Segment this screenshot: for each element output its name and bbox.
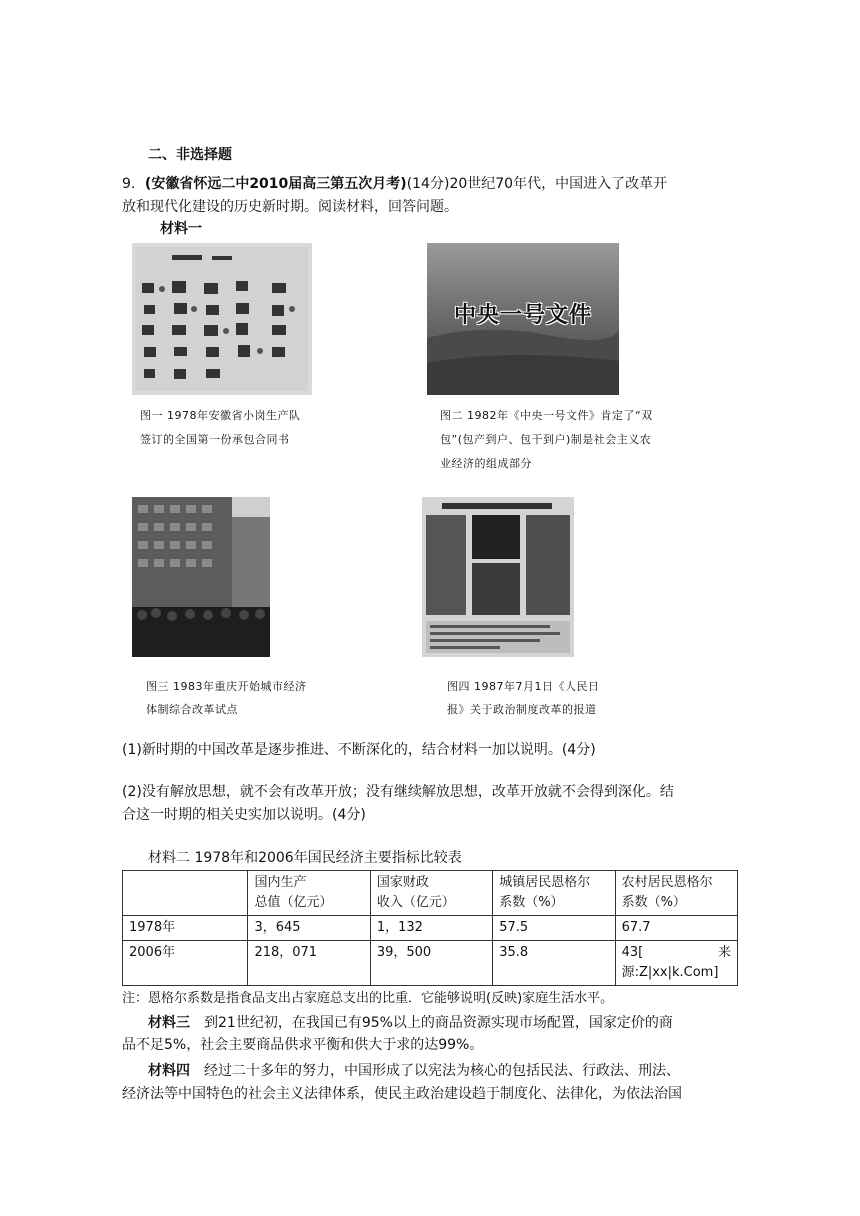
question-source: (安徽省怀远二中2010届高三第五次月考) (144, 176, 407, 192)
table-cell: 1978年 (123, 916, 248, 941)
economic-indicators-table (122, 870, 738, 986)
table-note: 注：恩格尔系数是指食品支出占家庭总支出的比重．它能够说明(反映)家庭生活水平。 (122, 991, 614, 1006)
question-intro: 20世纪70年代，中国进入了改革开 (449, 176, 668, 192)
material2-title: 材料二 1978年和2006年国民经济主要指标比较表 (148, 850, 462, 866)
table-cell: 2006年 (123, 941, 248, 986)
material1-label: 材料一 (160, 221, 202, 237)
table-cell: 218，071 (248, 941, 370, 986)
material3-line1: 材料三 到21世纪初，在我国已有95%以上的商品资源实现市场配置，国家定价的商 (148, 1015, 673, 1031)
header-cell-gdp: 国内生产 总值（亿元） (248, 871, 370, 916)
table-row (123, 916, 738, 941)
fig2-caption-line1: 图二 1982年《中央一号文件》肯定了“双 (440, 409, 653, 422)
sub-question-2-line2: 合这一时期的相关史实加以说明。(4分) (122, 807, 366, 823)
fig1-caption-line1: 图一 1978年安徽省小岗生产队 (140, 409, 301, 422)
section-heading: 二、非选择题 (148, 147, 232, 163)
fig3-caption-line1: 图三 1983年重庆开始城市经济 (146, 680, 307, 693)
material3-line2: 品不足5%，社会主要商品供求平衡和供大于求的达99%。 (122, 1037, 484, 1053)
document-no1-photo (427, 243, 619, 395)
question-number: 9． (122, 176, 145, 192)
table-header-row (123, 871, 738, 916)
fig2-caption-line2: 包”(包产到户、包干到户)制是社会主义农 (440, 433, 652, 446)
newspaper-image (422, 497, 574, 657)
table-cell: 1，132 (370, 916, 492, 941)
question-intro-line2: 放和现代化建设的历史新时期。阅读材料，回答问题。 (122, 199, 458, 215)
question-intro-line1 (122, 175, 667, 193)
fig1-caption-line2: 签订的全国第一份承包合同书 (140, 433, 290, 446)
contract-photo (132, 243, 312, 395)
header-cell-urban-engel: 城镇居民恩格尔 系数（%） (493, 871, 615, 916)
material4-line2: 经济法等中国特色的社会主义法律体系，使民主政治建设趋于制度化、法律化，为依法治国 (122, 1086, 682, 1102)
table-cell: 67.7 (615, 916, 737, 941)
fig4-caption-line2: 报》关于政治制度改革的报道 (447, 703, 597, 716)
table-cell: 39，500 (370, 941, 492, 986)
question-score: (14分) (406, 176, 450, 192)
table-cell: 35.8 (493, 941, 615, 986)
table-cell: 3，645 (248, 916, 370, 941)
header-cell (123, 871, 248, 916)
material3-label: 材料三 (148, 1015, 190, 1031)
city-street-image (132, 497, 270, 657)
peoples-daily-photo (422, 497, 574, 657)
chongqing-photo (132, 497, 270, 657)
header-cell-revenue: 国家财政 收入（亿元） (370, 871, 492, 916)
table-cell: 57.5 (493, 916, 615, 941)
sub-question-1: (1)新时期的中国改革是逐步推进、不断深化的，结合材料一加以说明。(4分) (122, 742, 596, 758)
sub-question-2-line1: (2)没有解放思想，就不会有改革开放；没有继续解放思想，改革开放就不会得到深化。结 (122, 784, 674, 800)
material4-line1: 材料四 经过二十多年的努力，中国形成了以宪法为核心的包括民法、行政法、刑法、 (148, 1063, 680, 1079)
contract-image (132, 243, 312, 395)
header-cell-rural-engel: 农村居民恩格尔 系数（%） (615, 871, 737, 916)
fig3-caption-line2: 体制综合改革试点 (146, 703, 238, 716)
document-banner-text: 中央一号文件 (453, 303, 592, 328)
fig2-caption-line3: 业经济的组成部分 (440, 457, 532, 470)
table-cell-rural-2006: 43[ 来 源:Z|xx|k.Com] (615, 941, 737, 986)
table-row (123, 941, 738, 986)
fig4-caption-line1: 图四 1987年7月1日《人民日 (447, 680, 600, 693)
material4-label: 材料四 (148, 1063, 190, 1079)
